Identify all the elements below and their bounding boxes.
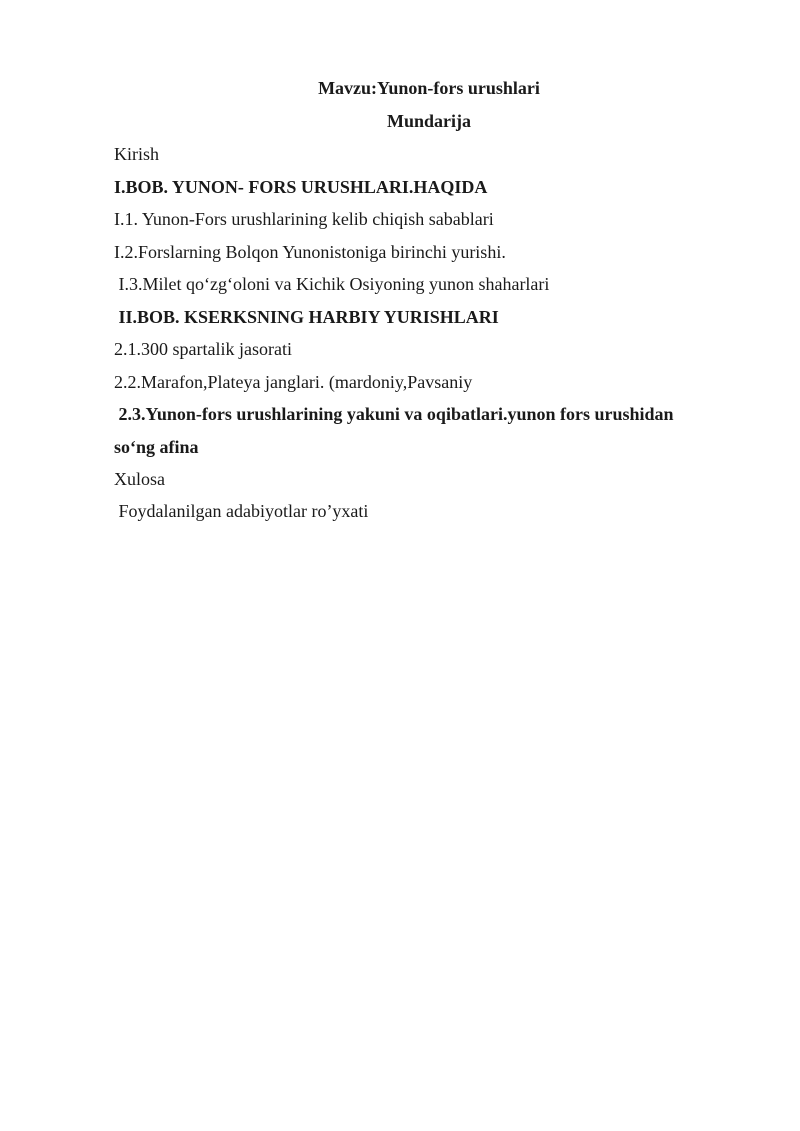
- toc-entry-section-2-1: 2.1.300 spartalik jasorati: [114, 339, 292, 359]
- toc-entry-chapter-2: II.BOB. KSERKSNING HARBIY YURISHLARI: [114, 307, 499, 327]
- toc-entry-section-2-2: 2.2.Marafon,Plateya janglari. (mardoniy,Pavsaniy: [114, 372, 473, 392]
- toc-entry-section-1-3: I.3.Milet qo‘zg‘oloni va Kichik Osiyoning yunon shaharlari: [114, 274, 550, 294]
- toc-entry-section-1-2: I.2.Forslarning Bolqon Yunonistoniga birinchi yurishi.: [114, 242, 506, 262]
- toc-entry-section-2-3-continued: so‘ng afina: [114, 437, 199, 457]
- toc-entry-section-2-3: 2.3.Yunon-fors urushlarining yakuni va oqibatlari.yunon fors urushidan: [114, 404, 674, 424]
- toc-entry-chapter-1: I.BOB. YUNON- FORS URUSHLARI.HAQIDA: [114, 177, 488, 197]
- document-title: Mavzu:Yunon-fors urushlari: [318, 78, 540, 98]
- toc-entry-section-1-1: I.1. Yunon-Fors urushlarining kelib chiqish sabablari: [114, 209, 494, 229]
- toc-heading: Mundarija: [386, 111, 471, 131]
- toc-entry-conclusion: Xulosa: [114, 469, 165, 489]
- toc-entry-introduction: Kirish: [114, 144, 159, 164]
- toc-entry-references: Foydalanilgan adabiyotlar ro’yxati: [114, 501, 369, 521]
